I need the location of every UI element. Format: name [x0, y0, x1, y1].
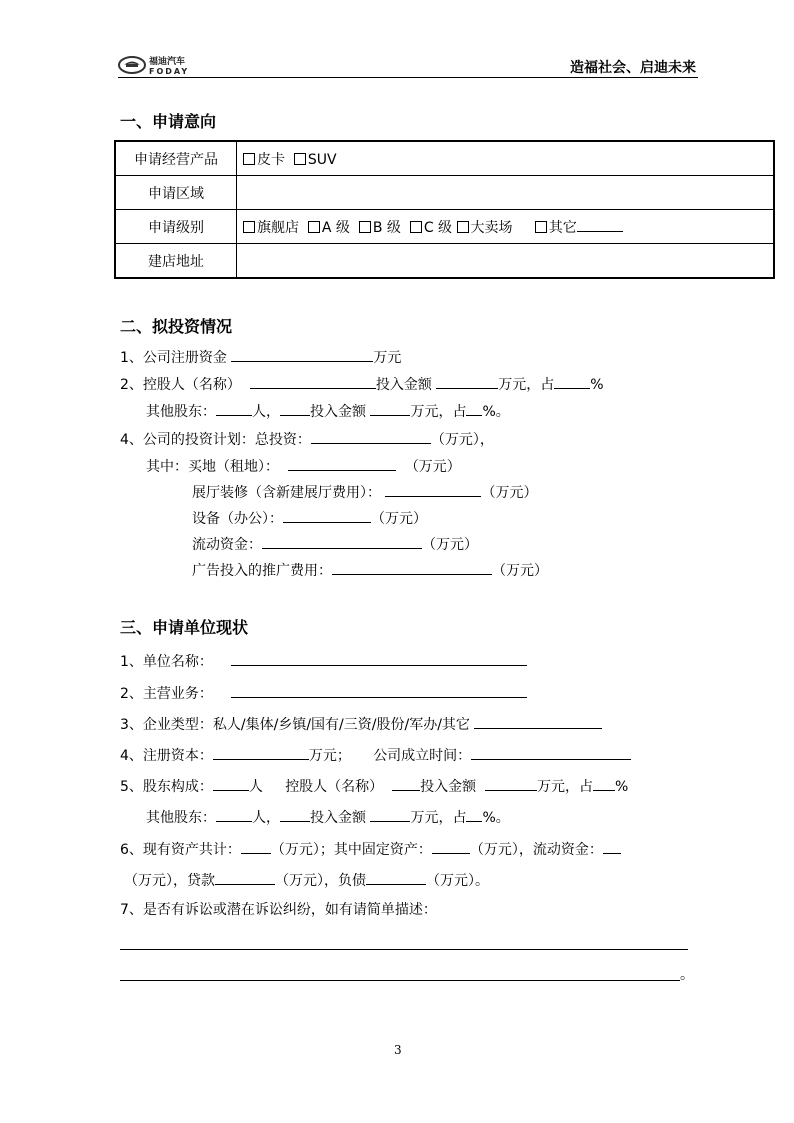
- logo-en: FODAY: [149, 67, 190, 76]
- blank[interactable]: [215, 871, 275, 885]
- page-number: 3: [394, 1043, 402, 1057]
- blank[interactable]: [262, 535, 422, 549]
- row-label: 申请区域: [115, 176, 237, 210]
- blank[interactable]: [213, 777, 249, 791]
- blank[interactable]: [471, 746, 631, 760]
- table-row: [115, 141, 774, 176]
- option-label: SUV: [307, 151, 337, 168]
- blank[interactable]: [466, 402, 482, 416]
- s3-line6: 其他股东： 人， 投入金额 万元，占 %。: [146, 810, 510, 826]
- row-label: 申请经营产品: [115, 141, 237, 176]
- option-label: 旗舰店: [257, 219, 299, 236]
- level-options: [237, 210, 775, 244]
- blank[interactable]: [603, 840, 621, 854]
- blank[interactable]: [231, 684, 527, 698]
- blank[interactable]: [241, 840, 271, 854]
- table-row: [115, 176, 774, 210]
- s3-line4: 4、注册资本： 万元； 公司成立时间：: [120, 746, 631, 764]
- end-period: 。: [680, 967, 694, 983]
- checkbox[interactable]: [243, 221, 255, 233]
- blank[interactable]: [485, 777, 537, 791]
- s2-line2: 2、控股人（名称） 投入金额 万元，占 %: [120, 377, 604, 393]
- s3-line7: 6、现有资产共计： （万元）；其中固定资产： （万元），流动资金：: [120, 840, 621, 858]
- checkbox[interactable]: [410, 221, 422, 233]
- row-label: 申请级别: [115, 210, 237, 244]
- s3-line8: （万元），贷款 （万元），负债 （万元）。: [124, 873, 489, 889]
- s2-line8: 流动资金： （万元）: [192, 537, 478, 553]
- blank[interactable]: [231, 652, 527, 666]
- intent-table: [114, 140, 775, 279]
- s3-line5: 5、股东构成： 人 控股人（名称） 投入金额 万元，占 %: [120, 779, 629, 795]
- blank[interactable]: [216, 402, 252, 416]
- blank[interactable]: [213, 746, 309, 760]
- blank[interactable]: [385, 483, 481, 497]
- blank[interactable]: [311, 430, 431, 444]
- blank[interactable]: [370, 402, 410, 416]
- option-label: A 级: [321, 219, 350, 236]
- blank[interactable]: [370, 808, 410, 822]
- s2-line5: 其中：买地（租地）： （万元）: [146, 459, 461, 475]
- s2-line4: 4、公司的投资计划：总投资： （万元），: [120, 432, 494, 448]
- description-line-1[interactable]: [120, 949, 688, 950]
- s2-line1: 1、公司注册资金 万元: [120, 350, 402, 366]
- checkbox[interactable]: [535, 221, 547, 233]
- header-rule: [118, 77, 698, 78]
- option-label: 其它: [548, 219, 577, 236]
- blank[interactable]: [231, 348, 373, 362]
- s2-line6: 展厅装修（含新建展厅费用）： （万元）: [192, 485, 538, 501]
- blank[interactable]: [593, 777, 615, 791]
- foday-logo: [118, 54, 238, 76]
- blank[interactable]: [392, 777, 420, 791]
- table-row: [115, 244, 774, 279]
- section2-title: 二、拟投资情况: [120, 317, 233, 336]
- blank[interactable]: [577, 218, 623, 232]
- checkbox[interactable]: [243, 153, 255, 165]
- section1-title: 一、申请意向: [120, 112, 217, 131]
- blank[interactable]: [332, 561, 492, 575]
- product-options: [237, 141, 775, 176]
- checkbox[interactable]: [294, 153, 306, 165]
- row-label: 建店地址: [115, 244, 237, 279]
- blank[interactable]: [466, 808, 482, 822]
- blank[interactable]: [280, 808, 310, 822]
- s3-line2: 2、主营业务：: [120, 684, 527, 702]
- s2-line7: 设备（办公）： （万元）: [192, 511, 427, 527]
- blank[interactable]: [250, 375, 376, 389]
- blank[interactable]: [432, 840, 470, 854]
- checkbox[interactable]: [308, 221, 320, 233]
- blank[interactable]: [216, 808, 252, 822]
- option-label: B 级: [372, 219, 401, 236]
- s3-line3: 3、企业类型：私人/集体/乡镇/国有/三资/股份/军办/其它: [120, 715, 602, 733]
- blank[interactable]: [474, 715, 602, 729]
- s2-line3: 其他股东： 人， 投入金额 万元，占 %。: [146, 404, 510, 420]
- table-row: [115, 210, 774, 244]
- s3-line1: 1、单位名称：: [120, 652, 527, 670]
- s3-line9: 7、是否有诉讼或潜在诉讼纠纷，如有请简单描述：: [120, 902, 437, 918]
- option-label: C 级: [423, 219, 453, 236]
- logo-cn: 福迪汽车: [149, 57, 186, 67]
- address-field[interactable]: [237, 244, 775, 279]
- blank[interactable]: [436, 375, 498, 389]
- description-line-2[interactable]: [120, 980, 680, 981]
- option-label: 大卖场: [470, 219, 513, 236]
- checkbox[interactable]: [359, 221, 371, 233]
- blank[interactable]: [283, 509, 371, 523]
- blank[interactable]: [288, 457, 396, 471]
- region-field[interactable]: [237, 176, 775, 210]
- option-label: 皮卡: [257, 151, 285, 168]
- blank[interactable]: [366, 871, 426, 885]
- checkbox[interactable]: [457, 221, 469, 233]
- blank[interactable]: [280, 402, 310, 416]
- slogan: 造福社会、启迪未来: [570, 60, 696, 76]
- blank[interactable]: [554, 375, 590, 389]
- section3-title: 三、申请单位现状: [120, 618, 249, 637]
- s2-line9: 广告投入的推广费用： （万元）: [192, 563, 548, 579]
